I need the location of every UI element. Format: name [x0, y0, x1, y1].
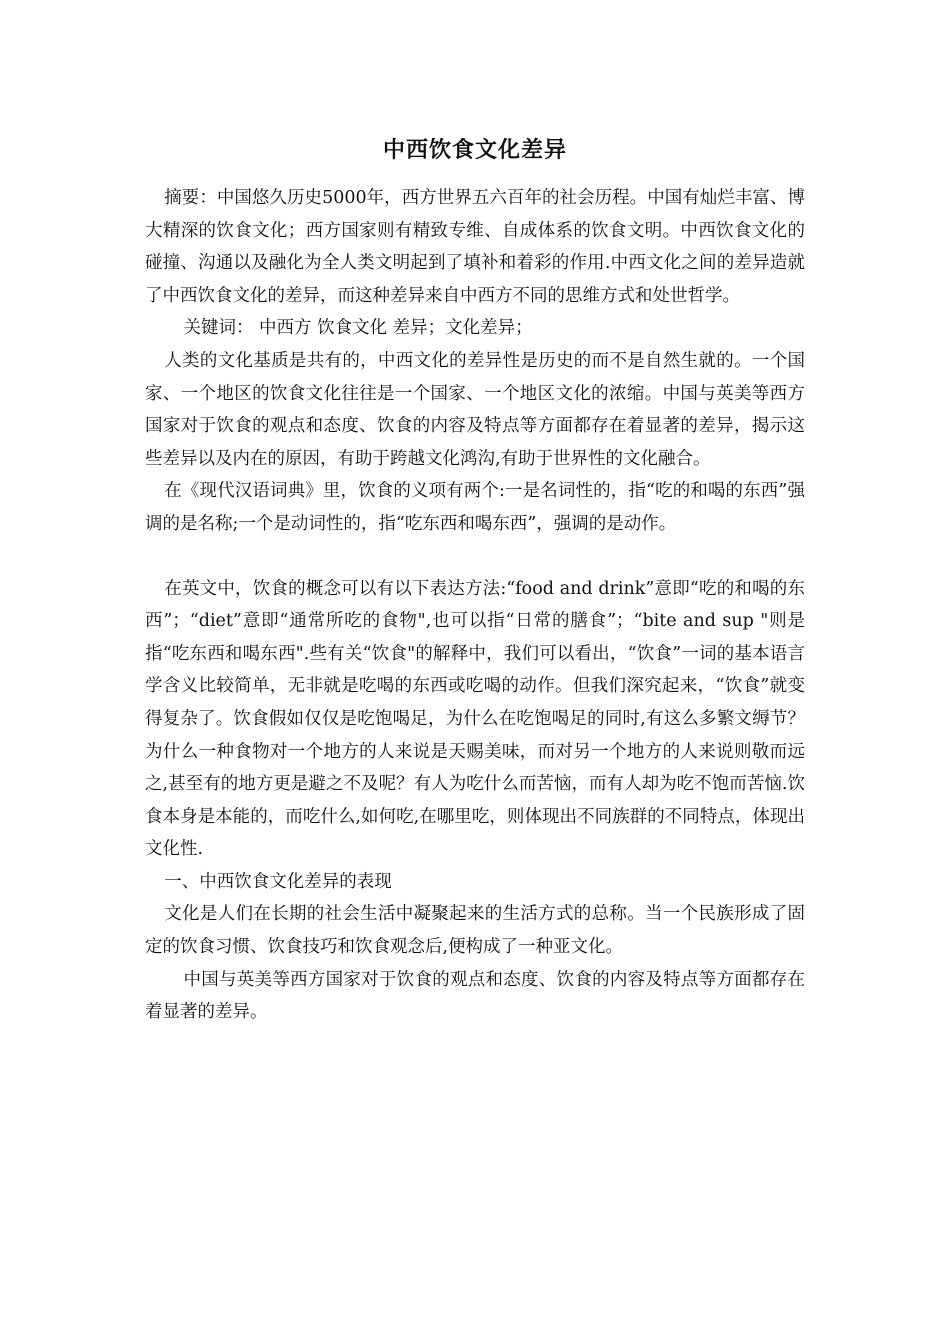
body-paragraph-4: 文化是人们在长期的社会生活中凝聚起来的生活方式的总称。当一个民族形成了固定的饮食习惯、饮食技巧和饮食观念后,便构成了一种亚文化。: [145, 904, 805, 958]
body-paragraph-5: 中国与英美等西方国家对于饮食的观点和态度、饮食的内容及特点等方面都存在着显著的差异。: [145, 969, 805, 1023]
keywords-line: 关键词： 中西方 饮食文化 差异；文化差异；: [183, 318, 533, 339]
body-paragraph-3: 在英文中，饮食的概念可以有以下表达方法:“food and drink”意即“吃的和喝的东西”；“diet”意即“通常所吃的食物",也可以指“日常的膳食”；“bite and sup "则是指“吃东西和喝东西".些有关“饮食"的解释中，我们可以看出，“饮食”一词的基本语言学含义比较简单，无非就是吃喝的东西或吃喝的动作。但我们深究起来，“饮食”就变得复杂了。饮食假如仅仅是吃饱喝足，为什么在吃饱喝足的同时,有这么多繁文缛节？为什么一种食物对一个地方的人来说是天赐美味，而对另一个地方的人来说则敬而远之,甚至有的地方更是避之不及呢？有人为吃什么而苦恼，而有人却为吃不饱而苦恼.饮食本身是本能的，而吃什么,如何吃,在哪里吃，则体现出不同族群的不同特点，体现出文化性.: [145, 578, 805, 860]
section-heading-1: 一、中西饮食文化差异的表现: [164, 871, 392, 892]
body-paragraph-1: 人类的文化基质是共有的，中西文化的差异性是历史的而不是自然生就的。一个国家、一个地区的饮食文化往往是一个国家、一个地区文化的浓缩。中国与英美等西方国家对于饮食的观点和态度、饮食的内容及特点等方面都存在着显著的差异，揭示这些差异以及内在的原因，有助于跨越文化鸿沟,有助于世界性的文化融合。: [145, 350, 805, 469]
document-title: 中西饮食文化差异: [382, 137, 567, 163]
document-page: [145, 130, 805, 1029]
paragraph-spacer: [145, 541, 805, 573]
body-paragraph-2: 在《现代汉语词典》里，饮食的义项有两个:一是名词性的，指“吃的和喝的东西”强调的是名称;一个是动词性的，指“吃东西和喝东西”，强调的是动作。: [145, 481, 805, 534]
abstract-paragraph: 摘要：中国悠久历史5000年，西方世界五六百年的社会历程。中国有灿烂丰富、博大精深的饮食文化；西方国家则有精致专维、自成体系的饮食文明。中西饮食文化的碰撞、沟通以及融化为全人类文明起到了填补和着彩的作用.中西文化之间的差异造就了中西饮食文化的差异，而这种差异来自中西方不同的思维方式和处世哲学。: [145, 188, 805, 306]
